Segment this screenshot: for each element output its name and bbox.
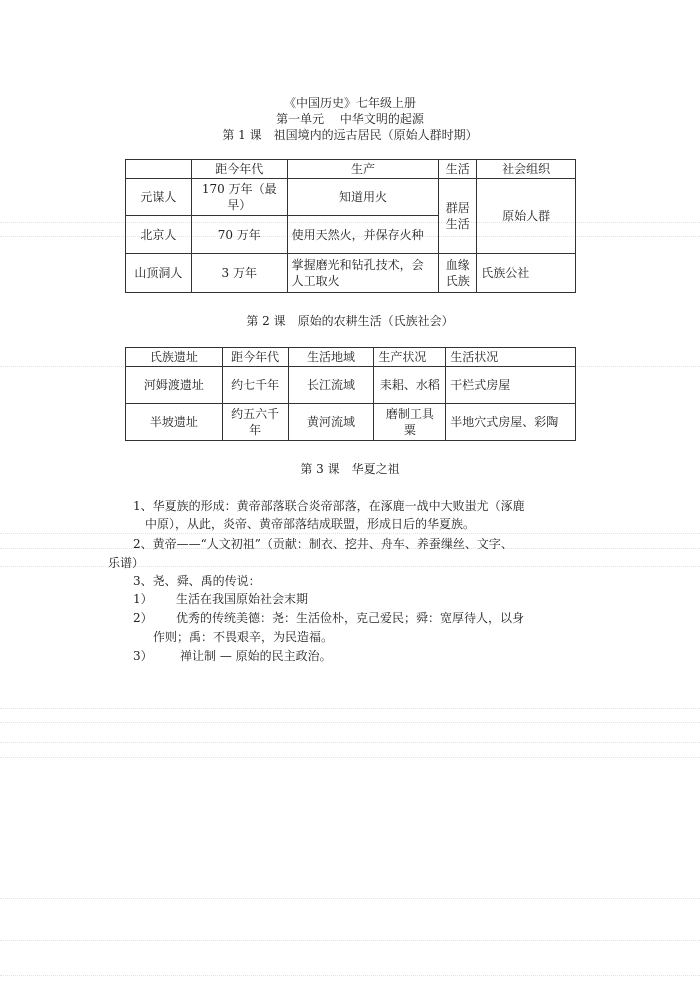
list-item-2-line-2: 作则；禹：不畏艰辛，为民造福。 — [153, 630, 334, 644]
paragraph-2-line-2: 乐谱） — [108, 556, 145, 570]
header-cell: 生活地域 — [288, 348, 374, 367]
table-cell: 约五六千年 — [222, 404, 288, 441]
table-cell: 长江流域 — [288, 367, 374, 404]
table-cell: 半地穴式房屋、彩陶 — [446, 404, 576, 441]
scan-artifact-line — [0, 533, 700, 534]
paragraph-3: 3、尧、舜、禹的传说： — [133, 574, 261, 588]
table-cell: 干栏式房屋 — [446, 367, 576, 404]
header-cell: 距今年代 — [222, 348, 288, 367]
table-cell: 半坡遗址 — [126, 404, 223, 441]
table-cell: 磨制工具 粟 — [374, 404, 446, 441]
header-cell: 生产状况 — [374, 348, 446, 367]
unit-title: 第一单元 中华文明的起源 — [276, 112, 424, 126]
scan-artifact-line — [0, 975, 700, 976]
scan-artifact-line — [0, 898, 700, 899]
scan-artifact-line — [0, 722, 700, 723]
table-cell: 3 万年 — [191, 254, 287, 293]
table-cell: 元谋人 — [126, 179, 192, 216]
table-row — [126, 179, 576, 216]
table-row — [126, 367, 576, 404]
scan-artifact-line — [0, 940, 700, 941]
paragraph-2-line-1: 2、黄帝——“人文初祖”（贡献：制衣、挖井、舟车、养蚕缫丝、文字、 — [133, 537, 513, 551]
list-item-2-text: 优秀的传统美德：尧：生活俭朴，克己爱民；舜：宽厚待人，以身 — [176, 611, 525, 625]
lesson3-title: 第 3 课 华夏之祖 — [300, 462, 400, 476]
list-item-1-text: 生活在我国原始社会末期 — [176, 592, 309, 606]
table-cell: 原始人群 — [477, 179, 576, 254]
scan-artifact-line — [0, 757, 700, 758]
table-cell: 使用天然火，并保存火种 — [287, 216, 439, 254]
header-cell — [126, 160, 192, 179]
header-cell: 生活状况 — [446, 348, 576, 367]
table-cell: 知道用火 — [287, 179, 439, 216]
header-cell: 氏族遗址 — [126, 348, 223, 367]
book-title: 《中国历史》七年级上册 — [283, 96, 416, 110]
table-cell: 黄河流域 — [288, 404, 374, 441]
lesson1-table — [125, 159, 576, 293]
table-cell: 山顶洞人 — [126, 254, 192, 293]
table-row — [126, 404, 576, 441]
table-cell: 群居生活 — [439, 179, 477, 254]
table-cell: 耒耜、水稻 — [374, 367, 446, 404]
table-cell: 170 万年（最早） — [191, 179, 287, 216]
lesson2-title: 第 2 课 原始的农耕生活（氏族社会） — [246, 314, 454, 328]
table-header-row — [126, 160, 576, 179]
paragraph-1-line-1: 1、华夏族的形成：黄帝部落联合炎帝部落，在涿鹿一战中大败蚩尤（涿鹿 — [133, 499, 525, 513]
table-cell: 河姆渡遗址 — [126, 367, 223, 404]
scan-artifact-line — [0, 742, 700, 743]
list-item-3-text: 禅让制 — 原始的民主政治。 — [180, 649, 332, 663]
paragraph-1-line-2: 中原），从此，炎帝、黄帝部落结成联盟，形成日后的华夏族。 — [145, 517, 476, 531]
list-item-2-number: 2） — [133, 611, 153, 625]
header-cell: 社会组织 — [477, 160, 576, 179]
list-item-3-number: 3） — [133, 649, 153, 663]
table-header-row — [126, 348, 576, 367]
list-item-1-number: 1） — [133, 592, 153, 606]
table-cell: 掌握磨光和钻孔技术，会人工取火 — [287, 254, 439, 293]
table-cell: 70 万年 — [191, 216, 287, 254]
lesson1-title: 第 1 课 祖国境内的远古居民（原始人群时期） — [222, 128, 478, 142]
table-cell: 氏族公社 — [477, 254, 576, 293]
scan-artifact-line — [0, 566, 700, 567]
table-cell: 北京人 — [126, 216, 192, 254]
header-cell: 生活 — [439, 160, 477, 179]
header-cell: 距今年代 — [191, 160, 287, 179]
table-row — [126, 254, 576, 293]
table-cell: 约七千年 — [222, 367, 288, 404]
table-cell: 血缘氏族 — [439, 254, 477, 293]
scan-artifact-line — [0, 708, 700, 709]
header-cell: 生产 — [287, 160, 439, 179]
lesson2-table — [125, 347, 576, 441]
